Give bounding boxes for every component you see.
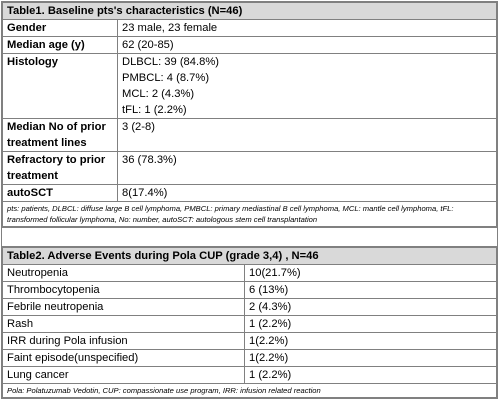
histology-pmbcl: PMBCL: 4 (8.7%) xyxy=(122,72,210,84)
table-row xyxy=(3,37,497,54)
table2-title: Table2. Adverse Events during Pola CUP (grade 3,4) , N=46 xyxy=(3,248,497,265)
spacer-cell xyxy=(2,228,497,247)
row-value-median-age: 62 (20-85) xyxy=(118,37,497,54)
table-row xyxy=(3,119,497,152)
table-row xyxy=(3,152,497,185)
table2-footnote: Pola: Polatuzumab Vedotin, CUP: compassionate use program, IRR: infusion related reaction xyxy=(3,384,497,398)
table-row xyxy=(3,20,497,37)
row-label-prior-lines: Median No of prior treatment lines xyxy=(3,119,118,152)
ae-label-irr: IRR during Pola infusion xyxy=(3,333,245,350)
row-label-gender: Gender xyxy=(3,20,118,37)
ae-label-neutropenia: Neutropenia xyxy=(3,265,245,282)
table-row xyxy=(3,54,497,119)
row-value-refractory: 36 (78.3%) xyxy=(118,152,497,185)
row-value-prior-lines: 3 (2-8) xyxy=(118,119,497,152)
table-row xyxy=(3,299,497,316)
ae-label-faint-episode: Faint episode(unspecified) xyxy=(3,350,245,367)
table1-footnote: pts: patients, DLBCL: diffuse large B cell lymphoma, PMBCL: primary mediastinal B cell lymphoma, MCL: mantle cell lymphoma, tFL: transformed follicular lymphoma, No: number, autoSCT: autologous stem cell transplantation xyxy=(3,202,497,227)
ae-value-neutropenia: 10(21.7%) xyxy=(245,265,497,282)
table2-adverse-events xyxy=(2,247,497,398)
row-label-histology: Histology xyxy=(3,54,118,119)
table-row xyxy=(3,350,497,367)
histology-dlbcl: DLBCL: 39 (84.8%) xyxy=(122,56,220,68)
table-row xyxy=(3,185,497,202)
ae-value-thrombocytopenia: 6 (13%) xyxy=(245,282,497,299)
ae-label-febrile-neutropenia: Febrile neutropenia xyxy=(3,299,245,316)
histology-tfl: tFL: 1 (2.2%) xyxy=(122,104,187,116)
row-value-histology xyxy=(118,54,497,119)
ae-value-rash: 1 (2.2%) xyxy=(245,316,497,333)
ae-label-thrombocytopenia: Thrombocytopenia xyxy=(3,282,245,299)
row-value-autosct: 8(17.4%) xyxy=(118,185,497,202)
ae-label-lung-cancer: Lung cancer xyxy=(3,367,245,384)
row-label-median-age: Median age (y) xyxy=(3,37,118,54)
histology-mcl: MCL: 2 (4.3%) xyxy=(122,88,195,100)
table-row xyxy=(3,333,497,350)
table-row xyxy=(3,282,497,299)
row-value-gender: 23 male, 23 female xyxy=(118,20,497,37)
ae-value-faint-episode: 1(2.2%) xyxy=(245,350,497,367)
ae-label-rash: Rash xyxy=(3,316,245,333)
table-row xyxy=(3,265,497,282)
row-label-refractory: Refractory to prior treatment xyxy=(3,152,118,185)
ae-value-febrile-neutropenia: 2 (4.3%) xyxy=(245,299,497,316)
table-spacer xyxy=(2,227,497,247)
table-row xyxy=(3,367,497,384)
table1-baseline-characteristics xyxy=(2,2,497,227)
row-label-autosct: autoSCT xyxy=(3,185,118,202)
table1-title: Table1. Baseline pts's characteristics (N=46) xyxy=(3,3,497,20)
document-frame xyxy=(1,1,498,399)
table-row xyxy=(3,316,497,333)
ae-value-irr: 1(2.2%) xyxy=(245,333,497,350)
ae-value-lung-cancer: 1 (2.2%) xyxy=(245,367,497,384)
